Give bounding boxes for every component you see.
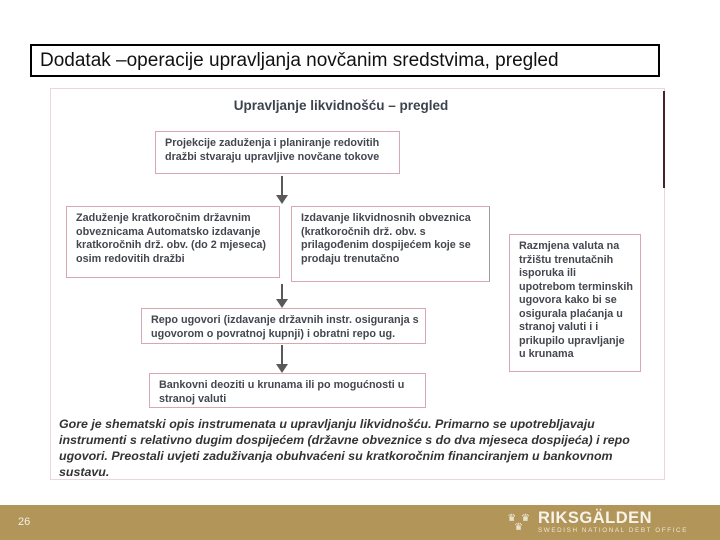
page-number: 26	[18, 516, 31, 528]
arrow-down-icon	[276, 345, 288, 373]
arrow-stem	[281, 284, 283, 299]
arrow-stem	[281, 176, 283, 195]
footer-band	[0, 505, 720, 540]
arrow-head	[276, 195, 288, 204]
box-currency-exchange: Razmjena valuta na tržištu trenutačnih isporuka ili upotrebom terminskih ugovora kako bi se osigurala plaćanja u stranoj valuti i i prikupilo upravljanje u krunama	[509, 234, 641, 372]
arrow-down-icon	[276, 284, 288, 308]
slide-title: Dodatak –operacije upravljanja novčanim sredstvima, pregled	[30, 44, 660, 77]
arrow-down-icon	[276, 176, 288, 204]
logo-title: RIKSGÄLDEN	[538, 509, 653, 527]
arrow-head	[276, 299, 288, 308]
box-short-term-bonds: Zaduženje kratkoročnim državnim obveznicama Automatsko izdavanje kratkoročnih drž. obv. (do 2 mjeseca) osim redovitih dražbi	[66, 206, 280, 278]
logo-text	[538, 510, 688, 535]
box-projections: Projekcije zaduženja i planiranje redovitih dražbi stvaraju upravljive novčane tokove	[155, 131, 400, 174]
arrow-stem	[281, 345, 283, 364]
crowns-top-row: ♛ ♛	[507, 512, 531, 524]
right-edge-line	[663, 91, 665, 188]
box-liquidity-bonds: Izdavanje likvidnosnih obveznica (kratkoročnih drž. obv. s prilagođenim dospijećem koje se prodaju trenutačno	[291, 206, 490, 282]
logo-subtitle: SWEDISH NATIONAL DEBT OFFICE	[538, 527, 688, 534]
riksgalden-logo	[507, 505, 688, 540]
arrow-head	[276, 364, 288, 373]
box-bank-deposits: Bankovni deoziti u krunama ili po mogućnosti u stranoj valuti	[149, 373, 426, 408]
box-repo-agreements: Repo ugovori (izdavanje državnih instr. osiguranja s ugovorom o povratnoj kupnji) i obratni repo ug.	[141, 308, 426, 344]
diagram-footnote: Gore je shematski opis instrumenata u upravljanju likvidnošću. Primarno se upotrebljavaju instrumenti s relativno dugim dospijećem (državne obveznice s do dva mjeseca dospijeća) i repo ugovori. Preostali uvjeti zaduživanja obuhvaćeni su kratkoročnim financiranjem u bankovnom sustavu.	[59, 417, 630, 479]
diagram-frame	[50, 88, 665, 480]
crowns-bottom-row: ♛	[514, 521, 525, 533]
diagram-heading: Upravljanje likvidnošću – pregled	[233, 98, 449, 113]
three-crowns-icon	[507, 514, 531, 532]
